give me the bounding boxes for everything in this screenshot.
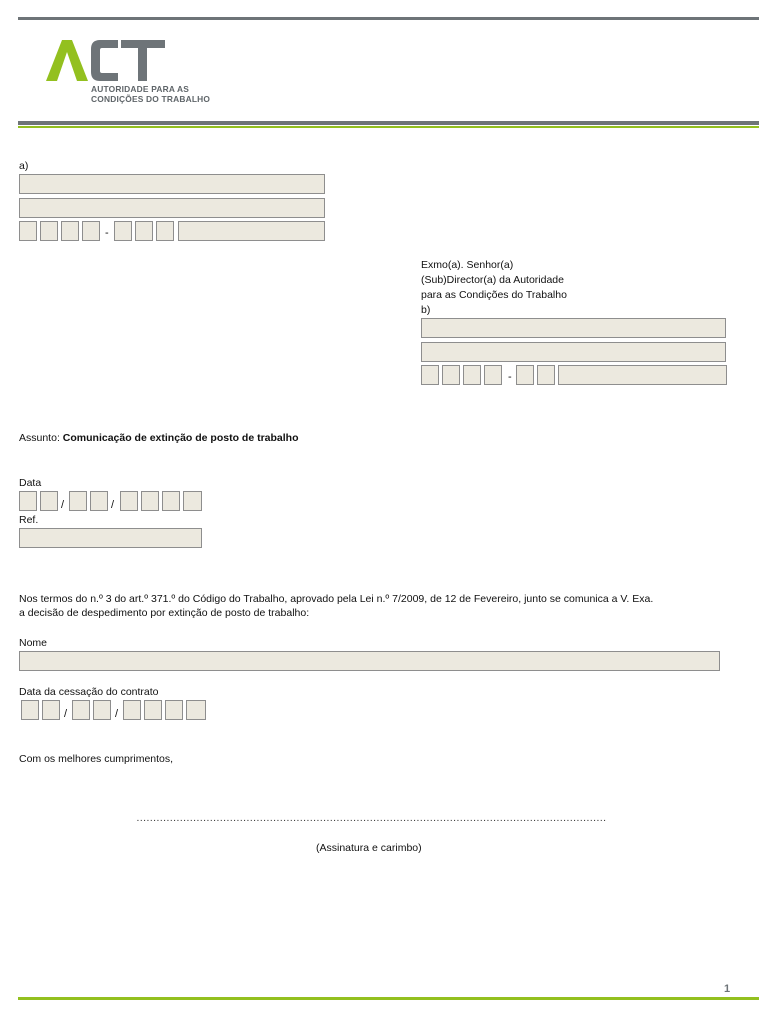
recipient-line-3: para as Condições do Trabalho [421,289,567,301]
recipient-line-2: (Sub)Director(a) da Autoridade [421,274,564,286]
termination-year-digit-4[interactable] [186,700,206,720]
date-day-digit-1[interactable] [19,491,37,511]
recipient-postal-digit-6[interactable] [537,365,555,385]
date-year-digit-1[interactable] [120,491,138,511]
logo-text-line1: AUTORIDADE PARA AS [91,84,190,94]
act-logo-mark [44,38,174,86]
termination-year-digit-1[interactable] [123,700,141,720]
closing-text: Com os melhores cumprimentos, [19,753,174,765]
sender-postal-digit-1[interactable] [19,221,37,241]
sender-postal-digit-2[interactable] [40,221,58,241]
date-month-digit-1[interactable] [69,491,87,511]
header-rule-gray [18,121,759,125]
recipient-postal-digit-5[interactable] [516,365,534,385]
sender-postal-digit-5[interactable] [114,221,132,241]
sender-postal-digit-4[interactable] [82,221,100,241]
date-year-digit-3[interactable] [162,491,180,511]
subject-line [19,432,299,445]
termination-month-digit-1[interactable] [72,700,90,720]
footer-rule [18,997,759,1000]
recipient-postal-digit-3[interactable] [463,365,481,385]
termination-separator-2: / [115,708,119,720]
top-rule [18,17,759,20]
termination-day-digit-2[interactable] [42,700,60,720]
sender-postal-separator: - [105,227,109,239]
recipient-label: b) [421,304,431,316]
subject-prefix: Assunto: [19,432,63,444]
date-separator-1: / [61,499,65,511]
signature-line: …………………………………………………………………………………………………………………………… [136,812,606,824]
signature-caption: (Assinatura e carimbo) [316,842,422,854]
act-logo [44,38,224,110]
recipient-postal-digit-1[interactable] [421,365,439,385]
recipient-address-field[interactable] [421,342,726,362]
header-rule-green [18,126,759,128]
logo-text-line2: CONDIÇÕES DO TRABALHO [91,94,211,104]
recipient-name-field[interactable] [421,318,726,338]
sender-locality-field[interactable] [178,221,325,241]
sender-label: a) [19,160,29,172]
sender-postal-digit-7[interactable] [156,221,174,241]
ref-label: Ref. [19,514,39,526]
sender-address-field[interactable] [19,198,325,218]
name-label: Nome [19,637,48,649]
body-text-line-1: Nos termos do n.º 3 do art.º 371.º do Código do Trabalho, aprovado pela Lei n.º 7/2009, de 12 de Fevereiro, junto se comunica a V. Exa. [19,593,654,605]
recipient-postal-digit-2[interactable] [442,365,460,385]
date-month-digit-2[interactable] [90,491,108,511]
subject-text: Comunicação de extinção de posto de trabalho [62,432,299,444]
page-number: 1 [724,983,731,995]
termination-separator-1: / [64,708,68,720]
date-year-digit-4[interactable] [183,491,202,511]
body-text-line-2: a decisão de despedimento por extinção de posto de trabalho: [19,607,310,619]
date-separator-2: / [111,499,115,511]
sender-name-field[interactable] [19,174,325,194]
sender-postal-digit-6[interactable] [135,221,153,241]
sender-postal-digit-3[interactable] [61,221,79,241]
recipient-postal-digit-4[interactable] [484,365,502,385]
termination-year-digit-2[interactable] [144,700,162,720]
date-day-digit-2[interactable] [40,491,58,511]
termination-year-digit-3[interactable] [165,700,183,720]
date-label: Data [19,477,42,489]
termination-date-label: Data da cessação do contrato [19,686,159,698]
recipient-line-1: Exmo(a). Senhor(a) [421,259,514,271]
termination-month-digit-2[interactable] [93,700,111,720]
date-year-digit-2[interactable] [141,491,159,511]
ref-field[interactable] [19,528,202,548]
name-field[interactable] [19,651,720,671]
recipient-postal-separator: - [508,371,512,383]
recipient-locality-field[interactable] [558,365,727,385]
termination-day-digit-1[interactable] [21,700,39,720]
